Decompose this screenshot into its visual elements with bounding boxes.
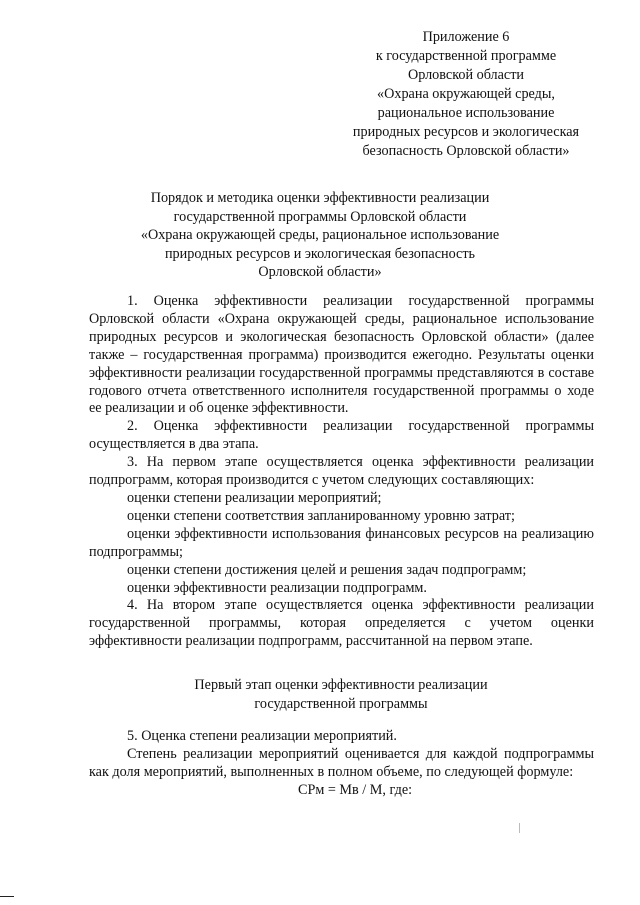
- appendix-header: [330, 28, 602, 161]
- body-section-2: [89, 728, 594, 800]
- list-item: оценки эффективности использования финансовых ресурсов на реализацию подпрограммы;: [89, 525, 594, 560]
- formula: СРм = Мв / М, где:: [298, 781, 413, 798]
- section-heading: [110, 676, 572, 713]
- list-item: оценки степени соответствия запланированному уровню затрат;: [127, 507, 515, 524]
- title-line: «Охрана окружающей среды, рациональное использование: [140, 227, 500, 244]
- body-section-1: [89, 293, 594, 651]
- paragraph-6: Степень реализации мероприятий оценивается для каждой подпрограммы как доля мероприятий, выполненных в полном объеме, по следующей формуле:: [89, 745, 594, 780]
- title-line: Орловской области»: [258, 264, 382, 281]
- title-line: государственной программы Орловской области: [173, 208, 467, 225]
- appendix-line: безопасность Орловской области»: [362, 143, 570, 159]
- appendix-line: Орловской области: [407, 67, 525, 83]
- document-title: [110, 189, 530, 282]
- list-item: оценки степени реализации мероприятий;: [127, 489, 382, 506]
- section-heading-line: государственной программы: [254, 695, 428, 712]
- paragraph-5: 5. Оценка степени реализации мероприятий.: [127, 728, 397, 744]
- paragraph-4: 4. На втором этапе осуществляется оценка эффективности реализации государственной программы, которая определяется с учетом оценки эффективности реализации подпрограмм, рассчитанной на первом этапе.: [89, 597, 594, 650]
- section-heading-line: Первый этап оценки эффективности реализации: [194, 677, 488, 693]
- appendix-line: природных ресурсов и экологическая: [352, 124, 580, 140]
- appendix-line: к государственной программе: [375, 48, 557, 64]
- scan-edge-mark: [0, 896, 14, 897]
- list-item: оценки эффективности реализации подпрограмм.: [127, 579, 427, 596]
- list-item: оценки степени достижения целей и решения задач подпрограмм;: [127, 561, 527, 578]
- paragraph-1: 1. Оценка эффективности реализации государственной программы Орловской области «Охрана окружающей среды, рациональное использование природных ресурсов и экологическая безопасность Орловской области» (далее также – государственная программа) производится ежегодно. Результаты оценки эффективности реализации государственной программы представляются в составе годового отчета ответственного исполнителя государственной программы о ходе ее реализации и об оценке эффективности.: [89, 293, 594, 417]
- paragraph-2: 2. Оценка эффективности реализации государственной программы осуществляется в два этапа.: [89, 418, 594, 453]
- paragraph-3: 3. На первом этапе осуществляется оценка эффективности реализации подпрограмм, которая производится с учетом следующих составляющих:: [89, 454, 594, 489]
- title-line: Порядок и методика оценки эффективности реализации: [150, 190, 490, 206]
- title-line: природных ресурсов и экологическая безопасность: [164, 245, 476, 262]
- appendix-line: рациональное использование: [377, 105, 555, 121]
- appendix-line: Приложение 6: [422, 29, 510, 45]
- appendix-line: «Охрана окружающей среды,: [377, 86, 555, 102]
- scan-artifact: [519, 823, 520, 833]
